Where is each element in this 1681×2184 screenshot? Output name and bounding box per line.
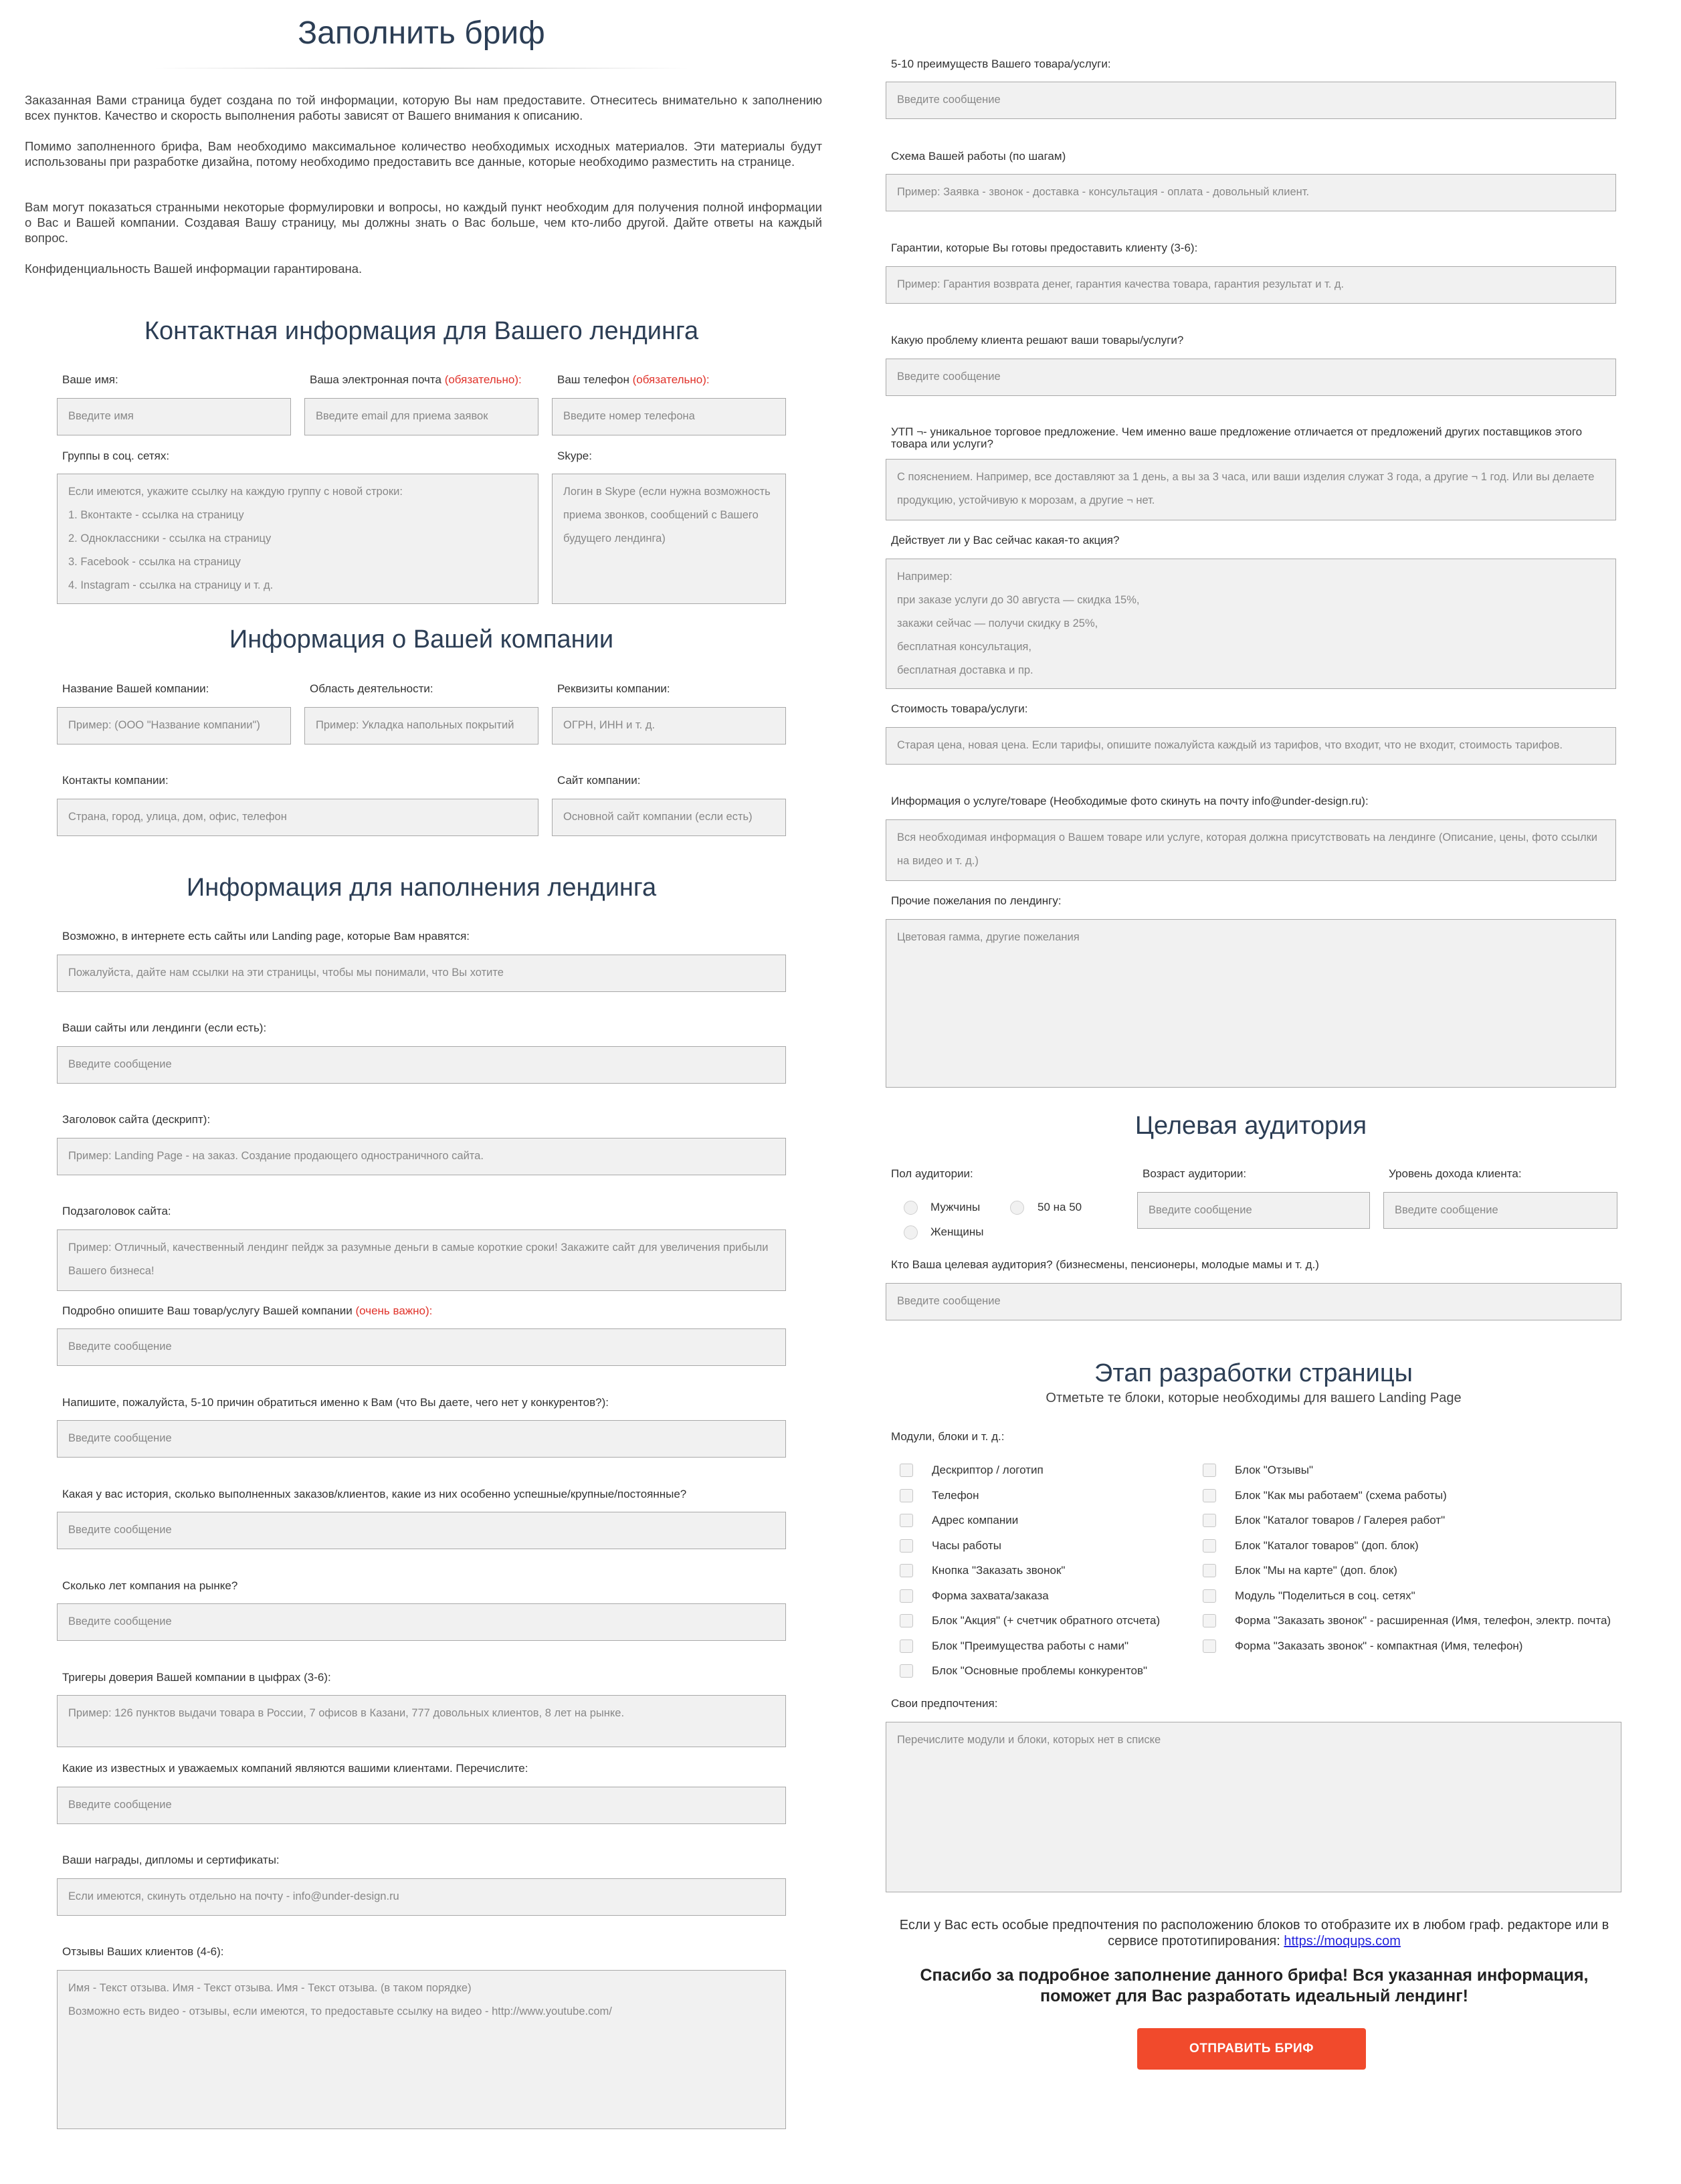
module-col1-checkbox-3[interactable] <box>900 1514 913 1527</box>
audience-heading: Целевая аудитория <box>1134 1112 1367 1140</box>
module-col1-checkbox-label-5: Кнопка "Заказать звонок" <box>932 1564 1066 1577</box>
module-col2-checkbox-4[interactable] <box>1203 1539 1216 1553</box>
promo-label: Действует ли у Вас сейчас какая-то акция? <box>891 534 1120 547</box>
activity-area-label: Область деятельности: <box>310 682 433 695</box>
age-label: Возраст аудитории: <box>1143 1167 1247 1180</box>
known-clients-input[interactable]: Введите сообщение <box>57 1787 786 1824</box>
module-col1-checkbox-9[interactable] <box>900 1664 913 1678</box>
intro-paragraph-2: Помимо заполненного брифа, Вам необходимо максимальное количество необходимых исходных материалов. Эти материалы будут использованы при разработке дизайна, потому необходимо предоставить все данные, которые необходимо разместить на странице. <box>25 139 822 169</box>
requisites-label: Реквизиты компании: <box>557 682 670 695</box>
income-input[interactable]: Введите сообщение <box>1383 1192 1617 1229</box>
site-subtitle-label: Подзаголовок сайта: <box>62 1205 171 1217</box>
module-col1-checkbox-label-8: Блок "Преимущества работы с нами" <box>932 1639 1129 1652</box>
other-wishes-label: Прочие пожелания по лендингу: <box>891 894 1062 907</box>
gender-female-radio[interactable] <box>904 1225 918 1239</box>
module-col2-checkbox-6[interactable] <box>1203 1589 1216 1603</box>
trust-triggers-textarea[interactable]: Пример: 126 пунктов выдачи товара в России, 7 офисов в Казани, 777 довольных клиентов, 8 лет на рынке. <box>57 1695 786 1747</box>
module-col2-checkbox-label-8: Форма "Заказать звонок" - компактная (Имя, телефон) <box>1235 1639 1523 1652</box>
target-audience-label: Кто Ваша целевая аудитория? (бизнесмены, пенсионеры, молодые мамы и т. д.) <box>891 1258 1319 1271</box>
module-col1-checkbox-label-9: Блок "Основные проблемы конкурентов" <box>932 1664 1148 1677</box>
title-divider <box>154 68 689 69</box>
company-heading: Информация о Вашей компании <box>229 625 614 654</box>
module-col1-checkbox-1[interactable] <box>900 1464 913 1477</box>
own-sites-input[interactable]: Введите сообщение <box>57 1046 786 1084</box>
fill-heading: Информация для наполнения лендинга <box>186 874 657 902</box>
module-col1-checkbox-2[interactable] <box>900 1489 913 1502</box>
contact-heading: Контактная информация для Вашего лендинга <box>144 317 699 345</box>
product-description-input[interactable]: Введите сообщение <box>57 1328 786 1366</box>
module-col1-checkbox-label-6: Форма захвата/заказа <box>932 1589 1049 1602</box>
phone-label: Ваш телефон (обязательно): <box>557 373 710 386</box>
module-col2-checkbox-3[interactable] <box>1203 1514 1216 1527</box>
modules-label: Модули, блоки и т. д.: <box>891 1430 1005 1443</box>
module-col2-checkbox-label-4: Блок "Каталог товаров" (доп. блок) <box>1235 1538 1419 1552</box>
age-input[interactable]: Введите сообщение <box>1137 1192 1370 1229</box>
client-problem-input[interactable]: Введите сообщение <box>886 359 1616 396</box>
groups-textarea[interactable]: Если имеются, укажите ссылку на каждую группу с новой строки: 1. Вконтакте - ссылка на страницу 2. Одноклассники - ссылка на страницу 3. Facebook - ссылка на страницу 4. Instagram - ссылка на страницу и т. д. <box>57 474 538 604</box>
client-problem-label: Какую проблему клиента решают ваши товары/услуги? <box>891 334 1184 346</box>
gender-mixed-radio[interactable] <box>1010 1201 1024 1215</box>
years-on-market-label: Сколько лет компания на рынке? <box>62 1579 238 1592</box>
history-label: Какая у вас история, сколько выполненных заказов/клиентов, какие из них особенно успешные/крупные/постоянные? <box>62 1488 687 1500</box>
product-description-label: Подробно опишите Ваш товар/услугу Вашей компании (очень важно): <box>62 1304 433 1317</box>
module-col1-checkbox-label-7: Блок "Акция" (+ счетчик обратного отсчета) <box>932 1614 1161 1627</box>
gender-mixed-label: 50 на 50 <box>1037 1201 1082 1213</box>
company-site-label: Сайт компании: <box>557 774 641 787</box>
gender-label: Пол аудитории: <box>891 1167 973 1180</box>
module-col2-checkbox-label-1: Блок "Отзывы" <box>1235 1464 1314 1476</box>
prototype-note: Если у Вас есть особые предпочтения по расположению блоков то отобразите их в любом граф. редакторе или в сервисе прототипирования: https://moqups.com <box>899 1918 1609 1949</box>
intro-paragraph-1: Заказанная Вами страница будет создана по той информации, которую Вы нам предоставите. Отнеситесь внимательно к заполнению всех пунктов. Качество и скорость выполнения работы зависят от Вашего внимания к описанию. <box>25 93 822 122</box>
guarantees-input[interactable]: Пример: Гарантия возврата денег, гарантия качества товара, гарантия результат и т. д. <box>886 266 1616 304</box>
gender-male-radio[interactable] <box>904 1201 918 1215</box>
history-input[interactable]: Введите сообщение <box>57 1512 786 1549</box>
known-clients-label: Какие из известных и уважаемых компаний являются вашими клиентами. Перечислите: <box>62 1762 528 1775</box>
own-sites-label: Ваши сайты или лендинги (если есть): <box>62 1021 267 1034</box>
module-col1-checkbox-label-3: Адрес компании <box>932 1514 1019 1526</box>
thanks-message: Спасибо за подробное заполнение данного брифа! Вся указанная информация, поможет для Вас разработать идеальный лендинг! <box>920 1966 1589 2005</box>
liked-sites-label: Возможно, в интернете есть сайты или Landing page, которые Вам нравятся: <box>62 930 470 942</box>
module-col1-checkbox-label-1: Дескриптор / логотип <box>932 1464 1044 1476</box>
company-site-input[interactable]: Основной сайт компании (если есть) <box>552 799 786 836</box>
site-title-input[interactable]: Пример: Landing Page - на заказ. Создание продающего одностраничного сайта. <box>57 1138 786 1175</box>
activity-area-input[interactable]: Пример: Укладка напольных покрытий <box>304 707 538 744</box>
module-col2-checkbox-1[interactable] <box>1203 1464 1216 1477</box>
email-label: Ваша электронная почта (обязательно): <box>310 373 522 386</box>
email-input[interactable]: Введите email для приема заявок <box>304 398 538 435</box>
company-contacts-label: Контакты компании: <box>62 774 169 787</box>
module-col2-checkbox-8[interactable] <box>1203 1640 1216 1653</box>
guarantees-label: Гарантии, которые Вы готовы предоставить клиенту (3-6): <box>891 241 1198 254</box>
name-label: Ваше имя: <box>62 373 118 386</box>
price-input[interactable]: Старая цена, новая цена. Если тарифы, опишите пожалуйста каждый из тарифов, что входит, что не входит, стоимость тарифов. <box>886 727 1616 765</box>
module-col1-checkbox-6[interactable] <box>900 1589 913 1603</box>
target-audience-input[interactable]: Введите сообщение <box>886 1283 1621 1320</box>
liked-sites-input[interactable]: Пожалуйста, дайте нам ссылки на эти страницы, чтобы мы понимали, что Вы хотите <box>57 955 786 992</box>
module-col2-checkbox-label-3: Блок "Каталог товаров / Галерея работ" <box>1235 1514 1446 1526</box>
module-col1-checkbox-label-4: Часы работы <box>932 1538 1001 1552</box>
module-col2-checkbox-2[interactable] <box>1203 1489 1216 1502</box>
module-col1-checkbox-4[interactable] <box>900 1539 913 1553</box>
product-info-textarea[interactable]: Вся необходимая информация о Вашем товаре или услуге, которая должна присутствовать на лендинге (Описание, цены, фото ссылки на видео и т. д.) <box>886 819 1616 881</box>
page-title: Заполнить бриф <box>298 15 545 51</box>
skype-textarea[interactable]: Логин в Skype (если нужна возможность приема звонков, сообщений с Вашего будущего лендинга) <box>552 474 786 604</box>
site-subtitle-textarea[interactable]: Пример: Отличный, качественный лендинг пейдж за разумные деньги в самые короткие сроки! Закажите сайт для увеличения прибыли Вашего бизнеса! <box>57 1229 786 1291</box>
module-col2-checkbox-5[interactable] <box>1203 1564 1216 1577</box>
skype-label: Skype: <box>557 450 592 462</box>
stage-subheading: Отметьте те блоки, которые необходимы для вашего Landing Page <box>1046 1391 1462 1405</box>
gender-male-label: Мужчины <box>930 1201 981 1213</box>
phone-input[interactable]: Введите номер телефона <box>552 398 786 435</box>
usp-textarea[interactable]: С пояснением. Например, все доставляют за 1 день, а вы за 3 часа, или ваши изделия служат 3 года, а другие ¬ 1 год. Или вы делаете продукцию, устойчивую к морозам, а другие ¬ нет. <box>886 459 1616 520</box>
advantages-input[interactable]: Введите сообщение <box>886 82 1616 119</box>
requisites-input[interactable]: ОГРН, ИНН и т. д. <box>552 707 786 744</box>
intro-paragraph-4: Конфиденциальность Вашей информации гарантирована. <box>25 262 363 276</box>
moqups-link[interactable]: https://moqups.com <box>1284 1934 1401 1949</box>
name-input[interactable]: Введите имя <box>57 398 291 435</box>
work-scheme-label: Схема Вашей работы (по шагам) <box>891 150 1066 163</box>
module-col2-checkbox-label-5: Блок "Мы на карте" (доп. блок) <box>1235 1564 1397 1577</box>
preferences-textarea[interactable]: Перечислите модули и блоки, которых нет в списке <box>886 1722 1621 1892</box>
module-col2-checkbox-7[interactable] <box>1203 1614 1216 1627</box>
product-info-label: Информация о услуге/товаре (Необходимые фото скинуть на почту info@under-design.ru): <box>891 795 1369 807</box>
intro-paragraph-3: Вам могут показаться странными некоторые формулировки и вопросы, но каждый пункт необходим для получения полной информации о Вас и Вашей компании. Создавая Вашу страницу, мы должны знать о Вас больше, чем кто-либо другой. Дайте ответы на каждый вопрос. <box>25 200 822 245</box>
usp-label: УТП ¬- уникальное торговое предложение. Чем именно ваше предложение отличается от предложений других поставщиков этого товара или услуги? <box>891 425 1583 450</box>
reasons-label: Напишите, пожалуйста, 5-10 причин обратиться именно к Вам (что Вы даете, чего нет у конкурентов?): <box>62 1396 609 1409</box>
module-col2-checkbox-label-6: Модуль "Поделиться в соц. сетях" <box>1235 1589 1415 1602</box>
module-col2-checkbox-label-7: Форма "Заказать звонок" - расширенная (Имя, телефон, электр. почта) <box>1235 1614 1611 1627</box>
module-col1-checkbox-5[interactable] <box>900 1564 913 1577</box>
work-scheme-input[interactable]: Пример: Заявка - звонок - доставка - консультация - оплата - довольный клиент. <box>886 174 1616 211</box>
module-col1-checkbox-label-2: Телефон <box>932 1488 979 1502</box>
advantages-label: 5-10 преимуществ Вашего товара/услуги: <box>891 58 1111 70</box>
other-wishes-textarea[interactable]: Цветовая гамма, другие пожелания <box>886 919 1616 1088</box>
module-col1-checkbox-7[interactable] <box>900 1614 913 1627</box>
trust-triggers-label: Тригеры доверия Вашей компании в цыфрах (3-6): <box>62 1671 331 1684</box>
awards-label: Ваши награды, дипломы и сертификаты: <box>62 1854 280 1866</box>
groups-label: Группы в соц. сетях: <box>62 450 170 462</box>
years-on-market-input[interactable]: Введите сообщение <box>57 1603 786 1641</box>
income-label: Уровень дохода клиента: <box>1389 1167 1522 1180</box>
send-brief-button[interactable]: ОТПРАВИТЬ БРИФ <box>1137 2028 1366 2070</box>
reviews-textarea[interactable]: Имя - Текст отзыва. Имя - Текст отзыва. Имя - Текст отзыва. (в таком порядке) Возможно есть видео - отзывы, если имеются, то предоставьте ссылку на видео - http://www.youtube.com/ <box>57 1970 786 2129</box>
company-name-input[interactable]: Пример: (ООО "Название компании") <box>57 707 291 744</box>
reasons-input[interactable]: Введите сообщение <box>57 1420 786 1458</box>
reviews-label: Отзывы Ваших клиентов (4-6): <box>62 1945 224 1958</box>
module-col2-checkbox-label-2: Блок "Как мы работаем" (схема работы) <box>1235 1488 1447 1502</box>
company-contacts-input[interactable]: Страна, город, улица, дом, офис, телефон <box>57 799 538 836</box>
company-name-label: Название Вашей компании: <box>62 682 209 695</box>
stage-heading: Этап разработки страницы <box>1094 1359 1413 1387</box>
site-title-label: Заголовок сайта (дескрипт): <box>62 1113 211 1126</box>
promo-textarea[interactable]: Например: при заказе услуги до 30 августа — скидка 15%, закажи сейчас — получи скидку в 25%, бесплатная консультация, бесплатная доставка и пр. <box>886 559 1616 689</box>
price-label: Стоимость товара/услуги: <box>891 702 1028 715</box>
module-col1-checkbox-8[interactable] <box>900 1640 913 1653</box>
preferences-label: Свои предпочтения: <box>891 1697 998 1710</box>
awards-input[interactable]: Если имеются, скинуть отдельно на почту - info@under-design.ru <box>57 1878 786 1916</box>
gender-female-label: Женщины <box>930 1225 984 1238</box>
